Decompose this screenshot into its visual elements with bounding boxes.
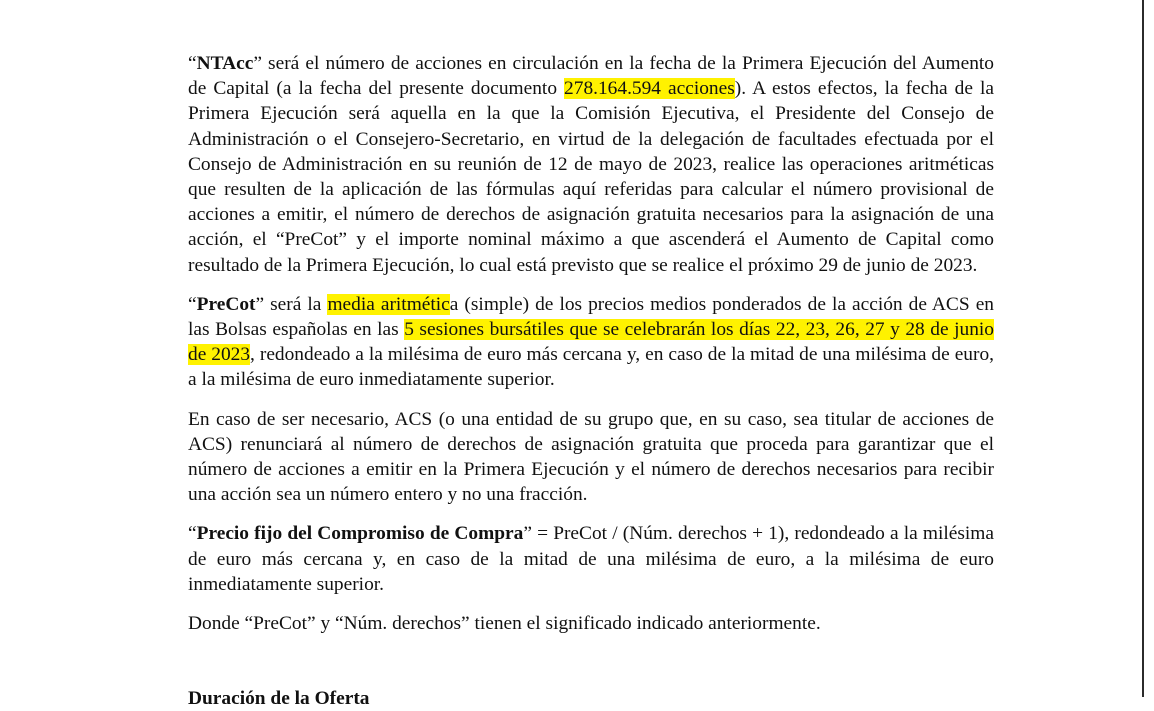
viewer-gutter — [1144, 0, 1154, 697]
quote-open: “ — [188, 53, 197, 74]
highlighted-trading-sessions: 5 sesiones bursátiles que se celebrarán los días 22, 23, 26, 27 y 28 de junio de 2023 — [188, 319, 994, 366]
paragraph-text: En caso de ser necesario, ACS (o una entidad de su grupo que, en su caso, sea titular de acciones de ACS) renunciará al número de derechos de asignación gratuita que proceda para garantizar que el número de acciones a emitir en la Primera Ejecución y el número de derechos necesarios para recibir una acción sea un número entero y no una fracción. — [188, 408, 994, 506]
paragraph-text: , redondeado a la milésima de euro más cercana y, en caso de la mitad de una milésima de euro, a la milésima de euro inmediatamente superior. — [188, 344, 994, 391]
paragraph-text: ). A estos efectos, la fecha de la Primera Ejecución será aquella en la que la Comisión Ejecutiva, el Presidente del Consejo de Administración o el Consejero-Secretario, en virtud de la delegación de facultades efectuada por el Consejo de Administración en su reunión de 12 de mayo de 2023, realice las operaciones aritméticas que resulten de la aplicación de las fórmulas aquí referidas para calcular el número provisional de acciones a emitir, el número de derechos de asignación gratuita necesarios para la asignación de una acción, el “PreCot” y el importe nominal máximo a que ascenderá el Aumento de Capital como resultado de la Primera Ejecución, lo cual está previsto que se realice el próximo 29 de junio de 2023. — [188, 78, 994, 276]
defined-term-ntacc: NTAcc — [196, 53, 254, 74]
quote-open: “ — [188, 293, 197, 315]
paragraph-ntacc-definition — [188, 51, 994, 278]
document-body — [188, 51, 994, 650]
defined-term-fixed-price: Precio fijo del Compromiso de Compra — [196, 523, 524, 545]
paragraph-fixed-price-definition — [188, 521, 994, 597]
highlighted-share-count: 278.164.594 acciones — [564, 78, 735, 100]
highlighted-arithmetic-mean: media aritmétic — [327, 293, 450, 315]
paragraph-definitions-note — [188, 611, 994, 636]
defined-term-precot: PreCot — [196, 293, 256, 315]
quote-open: “ — [188, 523, 197, 545]
paragraph-text: será la — [264, 293, 328, 315]
paragraph-text: Donde “PreCot” y “Núm. derechos” tienen el significado indicado anteriormente. — [188, 613, 821, 635]
paragraph-rights-waiver — [188, 407, 994, 508]
paragraph-precot-definition — [188, 292, 994, 393]
section-heading-cut-off: Duración de la Oferta — [188, 688, 370, 709]
quote-close: ” — [255, 293, 265, 315]
paragraph-text: será el número de acciones en circulación en la fecha de la Primera Ejecución del Aumento de Capital (a la fecha del presente documento — [188, 53, 994, 100]
paragraph-text: a (simple) de los precios medios ponderados de la acción de ACS en las Bolsas españolas en las — [188, 293, 994, 341]
paragraph-text: = PreCot / (Núm. derechos + 1), redondeado a la milésima de euro más cercana y, en caso de la mitad de una milésima de euro, a la milésima de euro inmediatamente superior. — [188, 523, 995, 595]
quote-close: ” — [523, 523, 532, 545]
quote-close: ” — [253, 53, 262, 74]
